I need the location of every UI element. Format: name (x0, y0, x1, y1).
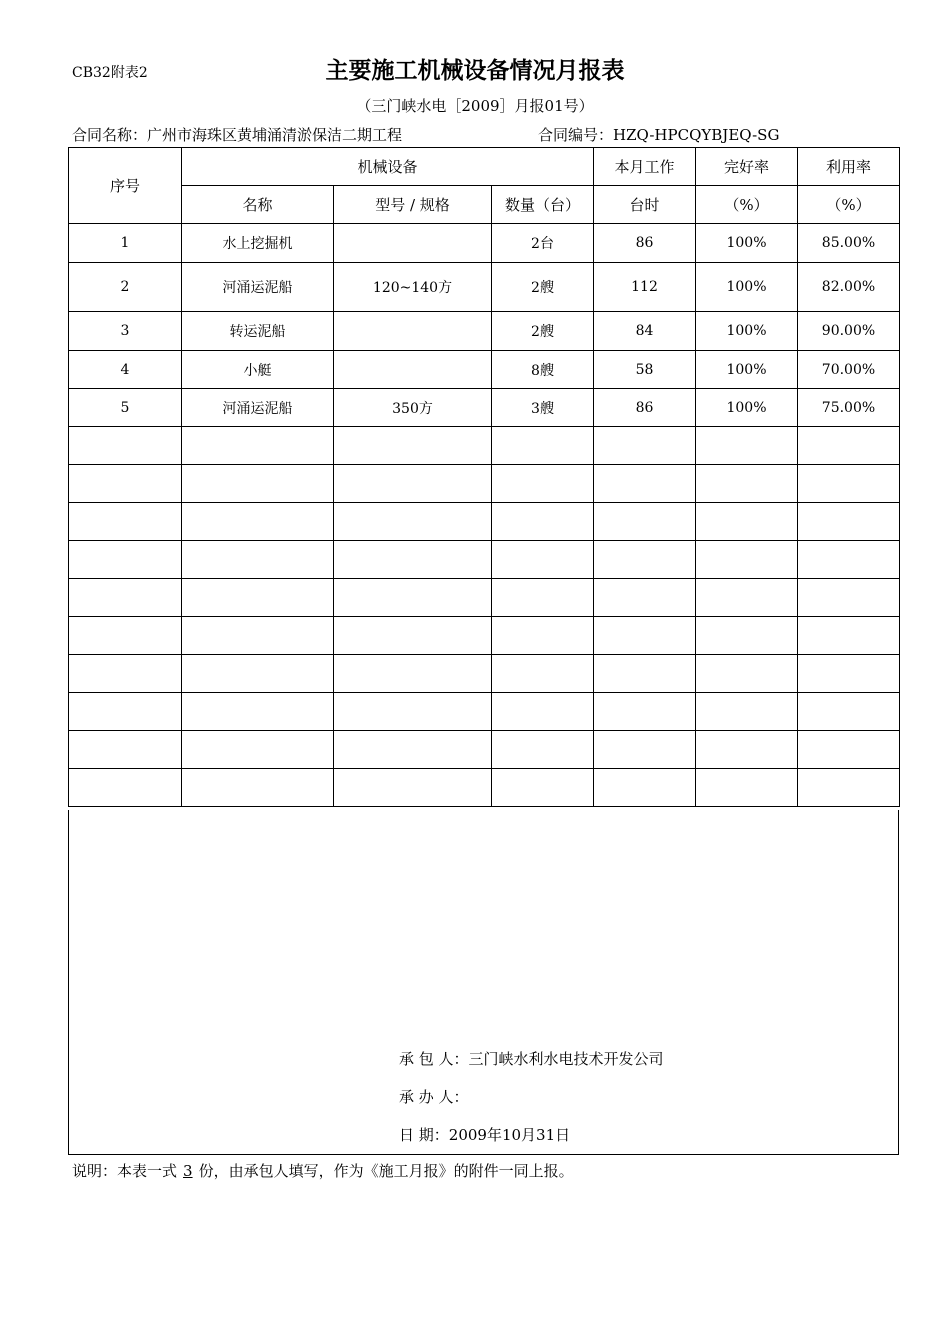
cell-intact-rate: 100% (696, 263, 798, 312)
contractor-value: 三门峡水利水电技术开发公司 (468, 1050, 664, 1068)
cell-intact-rate: 100% (696, 351, 798, 389)
cell-hours: 84 (594, 312, 696, 351)
empty-row (69, 769, 900, 807)
cell-utilization: 82.00% (798, 263, 900, 312)
cell-hours: 86 (594, 224, 696, 263)
col-header-seq: 序号 (69, 148, 182, 224)
footnote (72, 1160, 574, 1181)
contract-name-label: 合同名称： (72, 126, 148, 144)
cell-model: 350方 (334, 389, 492, 427)
cell-utilization: 90.00% (798, 312, 900, 351)
equipment-table (68, 147, 900, 807)
cell-quantity: 2艘 (492, 263, 594, 312)
cell-seq: 2 (69, 263, 182, 312)
cell-model (334, 312, 492, 351)
cell-name: 河涌运泥船 (182, 263, 334, 312)
cell-name: 转运泥船 (182, 312, 334, 351)
cell-quantity: 2艘 (492, 312, 594, 351)
cell-hours: 112 (594, 263, 696, 312)
cell-utilization: 85.00% (798, 224, 900, 263)
contract-number-value: HZQ-HPCQYBJEQ-SG (613, 126, 780, 144)
page-title: 主要施工机械设备情况月报表 (325, 58, 625, 84)
contract-name-value: 广州市海珠区黄埔涌清淤保洁二期工程 (147, 126, 403, 144)
table-row (69, 389, 900, 427)
cell-utilization: 70.00% (798, 351, 900, 389)
table-row (69, 351, 900, 389)
table-row (69, 312, 900, 351)
cell-intact-rate: 100% (696, 389, 798, 427)
empty-row (69, 427, 900, 465)
cell-seq: 1 (69, 224, 182, 263)
cell-model: 120~140方 (334, 263, 492, 312)
header-row-bottom (69, 186, 900, 224)
table-row (69, 224, 900, 263)
cell-seq: 3 (69, 312, 182, 351)
footnote-suffix: 份，由承包人填写，作为《施工月报》的附件一同上报。 (198, 1162, 574, 1180)
signature-box (68, 810, 899, 1155)
date-label: 日 期： (399, 1126, 449, 1144)
cell-hours: 86 (594, 389, 696, 427)
cell-quantity: 3艘 (492, 389, 594, 427)
empty-row (69, 465, 900, 503)
cell-name: 小艇 (182, 351, 334, 389)
contractor-line (399, 1048, 664, 1069)
handler-line (399, 1086, 469, 1107)
col-header-intact-rate: 完好率 (696, 148, 798, 186)
col-header-hours: 本月工作 (594, 148, 696, 186)
col-header-model: 型号 / 规格 (334, 186, 492, 224)
contractor-label: 承 包 人： (399, 1050, 469, 1068)
cell-model (334, 224, 492, 263)
col-header-hours-unit: 台时 (594, 186, 696, 224)
empty-row (69, 541, 900, 579)
date-value: 2009年10月31日 (448, 1126, 571, 1144)
empty-row (69, 731, 900, 769)
handler-label: 承 办 人： (399, 1088, 469, 1106)
report-number: （三门峡水电［2009］月报01号） (356, 97, 594, 115)
contract-number (538, 124, 779, 145)
contract-name (72, 124, 402, 145)
col-header-utilization: 利用率 (798, 148, 900, 186)
cell-intact-rate: 100% (696, 224, 798, 263)
col-header-quantity: 数量（台） (492, 186, 594, 224)
cell-name: 水上挖掘机 (182, 224, 334, 263)
empty-row (69, 693, 900, 731)
cell-quantity: 2台 (492, 224, 594, 263)
form-code: CB32附表2 (72, 65, 148, 81)
cell-hours: 58 (594, 351, 696, 389)
table-row (69, 263, 900, 312)
cell-utilization: 75.00% (798, 389, 900, 427)
col-header-name: 名称 (182, 186, 334, 224)
footnote-prefix: 说明：本表一式 (72, 1162, 178, 1180)
empty-row (69, 503, 900, 541)
cell-seq: 4 (69, 351, 182, 389)
cell-seq: 5 (69, 389, 182, 427)
cell-name: 河涌运泥船 (182, 389, 334, 427)
date-line (399, 1124, 570, 1145)
empty-row (69, 655, 900, 693)
col-header-intact-unit: （%） (696, 186, 798, 224)
col-header-util-unit: （%） (798, 186, 900, 224)
copies-count: 3 (183, 1162, 193, 1180)
empty-row (69, 579, 900, 617)
empty-row (69, 617, 900, 655)
cell-intact-rate: 100% (696, 312, 798, 351)
cell-model (334, 351, 492, 389)
col-header-equipment: 机械设备 (182, 148, 594, 186)
contract-number-label: 合同编号： (538, 126, 614, 144)
cell-quantity: 8艘 (492, 351, 594, 389)
header-row-top (69, 148, 900, 186)
